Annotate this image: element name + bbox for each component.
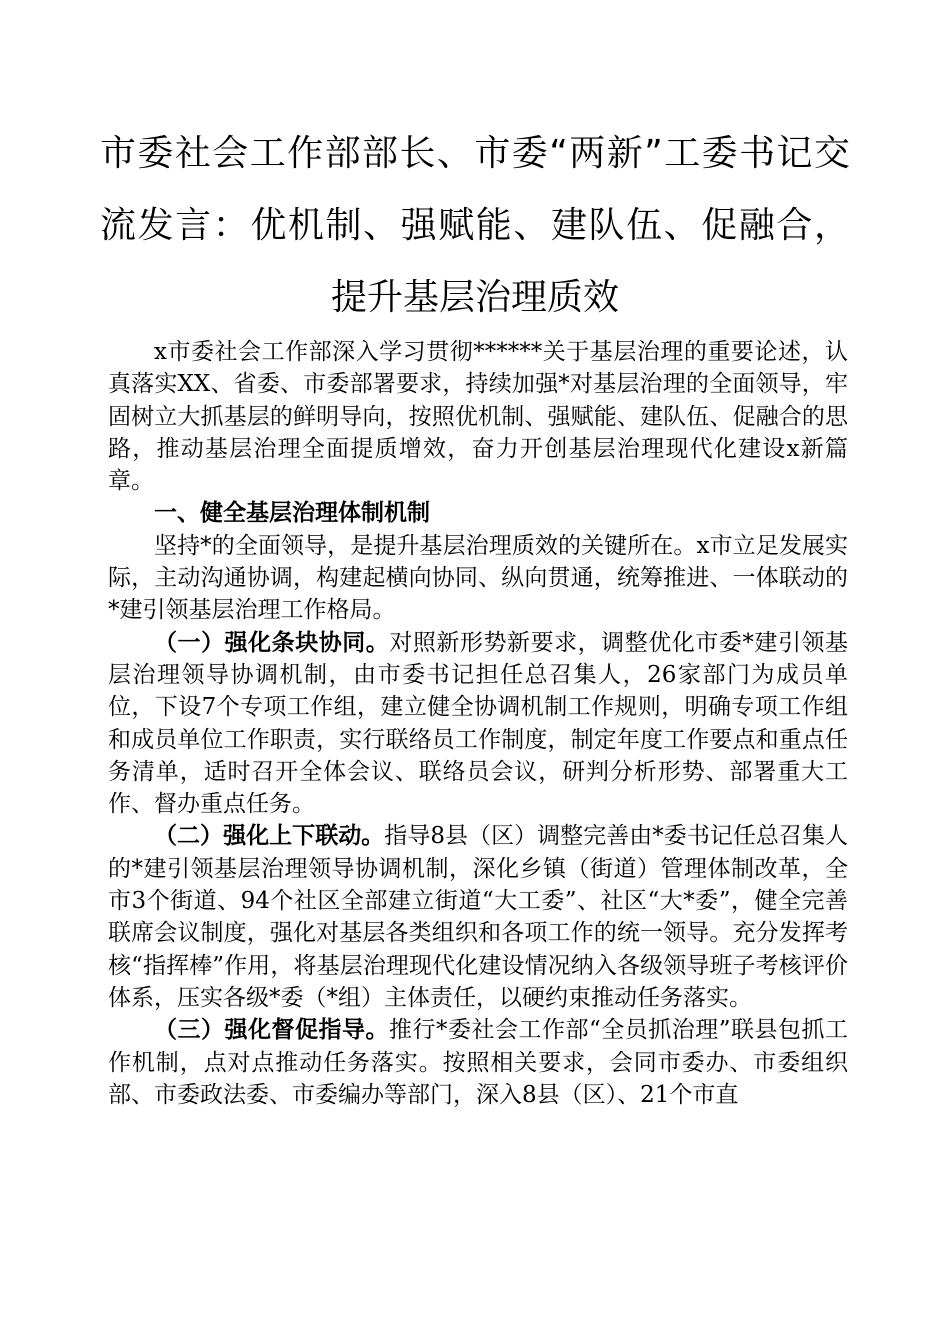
document-body <box>108 336 848 1111</box>
subsection-paragraph <box>108 627 848 821</box>
subsection-paragraph <box>108 820 848 1014</box>
section-heading: 一、健全基层治理体制机制 <box>154 500 430 527</box>
subsection-heading: （一）强化条块协同。 <box>154 629 390 656</box>
subsection-heading: （三）强化督促指导。 <box>154 1017 389 1044</box>
intro-paragraph: x市委社会工作部深入学习贯彻******关于基层治理的重要论述，认真落实XX、省委、市委部署要求，持续加强*对基层治理的全面领导，牢固树立大抓基层的鲜明导向，按照优机制、强赋能、建队伍、促融合的思路，推动基层治理全面提质增效，奋力开创基层治理现代化建设x新篇章。 <box>108 339 848 495</box>
subsection-paragraph <box>108 1014 848 1111</box>
section-lead-paragraph: 坚持*的全面领导，是提升基层治理质效的关键所在。x市立足发展实际，主动沟通协调，构建起横向协同、纵向贯通，统筹推进、一体联动的*建引领基层治理工作格局。 <box>108 532 848 624</box>
subsection-heading: （二）强化上下联动。 <box>154 823 385 850</box>
subsection-text: 对照新形势新要求，调整优化市委*建引领基层治理领导协调机制，由市委书记担任总召集人，26家部门为成员单位，下设7个专项工作组，建立健全协调机制工作规则，明确专项工作组和成员单位工作职责，实行联络员工作制度，制定年度工作要点和重点任务清单，适时召开全体会议、联络员会议，研判分析形势、部署重大工作、督办重点任务。 <box>108 629 849 818</box>
document-title: 市委社会工作部部长、市委“两新”工委书记交流发言：优机制、强赋能、建队伍、促融合，提升基层治理质效 <box>100 133 850 318</box>
subsection-text: 推行*委社会工作部“全员抓治理”联县包抓工作机制，点对点推动任务落实。按照相关要求，会同市委办、市委组织部、市委政法委、市委编办等部门，深入8县（区）、21个市直 <box>108 1017 848 1108</box>
subsection-text: 指导8县（区）调整完善由*委书记任总召集人的*建引领基层治理领导协调机制，深化乡镇（街道）管理体制改革，全市3个街道、94个社区全部建立街道“大工委”、社区“大*委”，健全完善联席会议制度，强化对基层各类组织和各项工作的统一领导。充分发挥考核“指挥棒”作用，将基层治理现代化建设情况纳入各级领导班子考核评价体系，压实各级*委（*组）主体责任，以硬约束推动任务落实。 <box>108 823 849 1011</box>
